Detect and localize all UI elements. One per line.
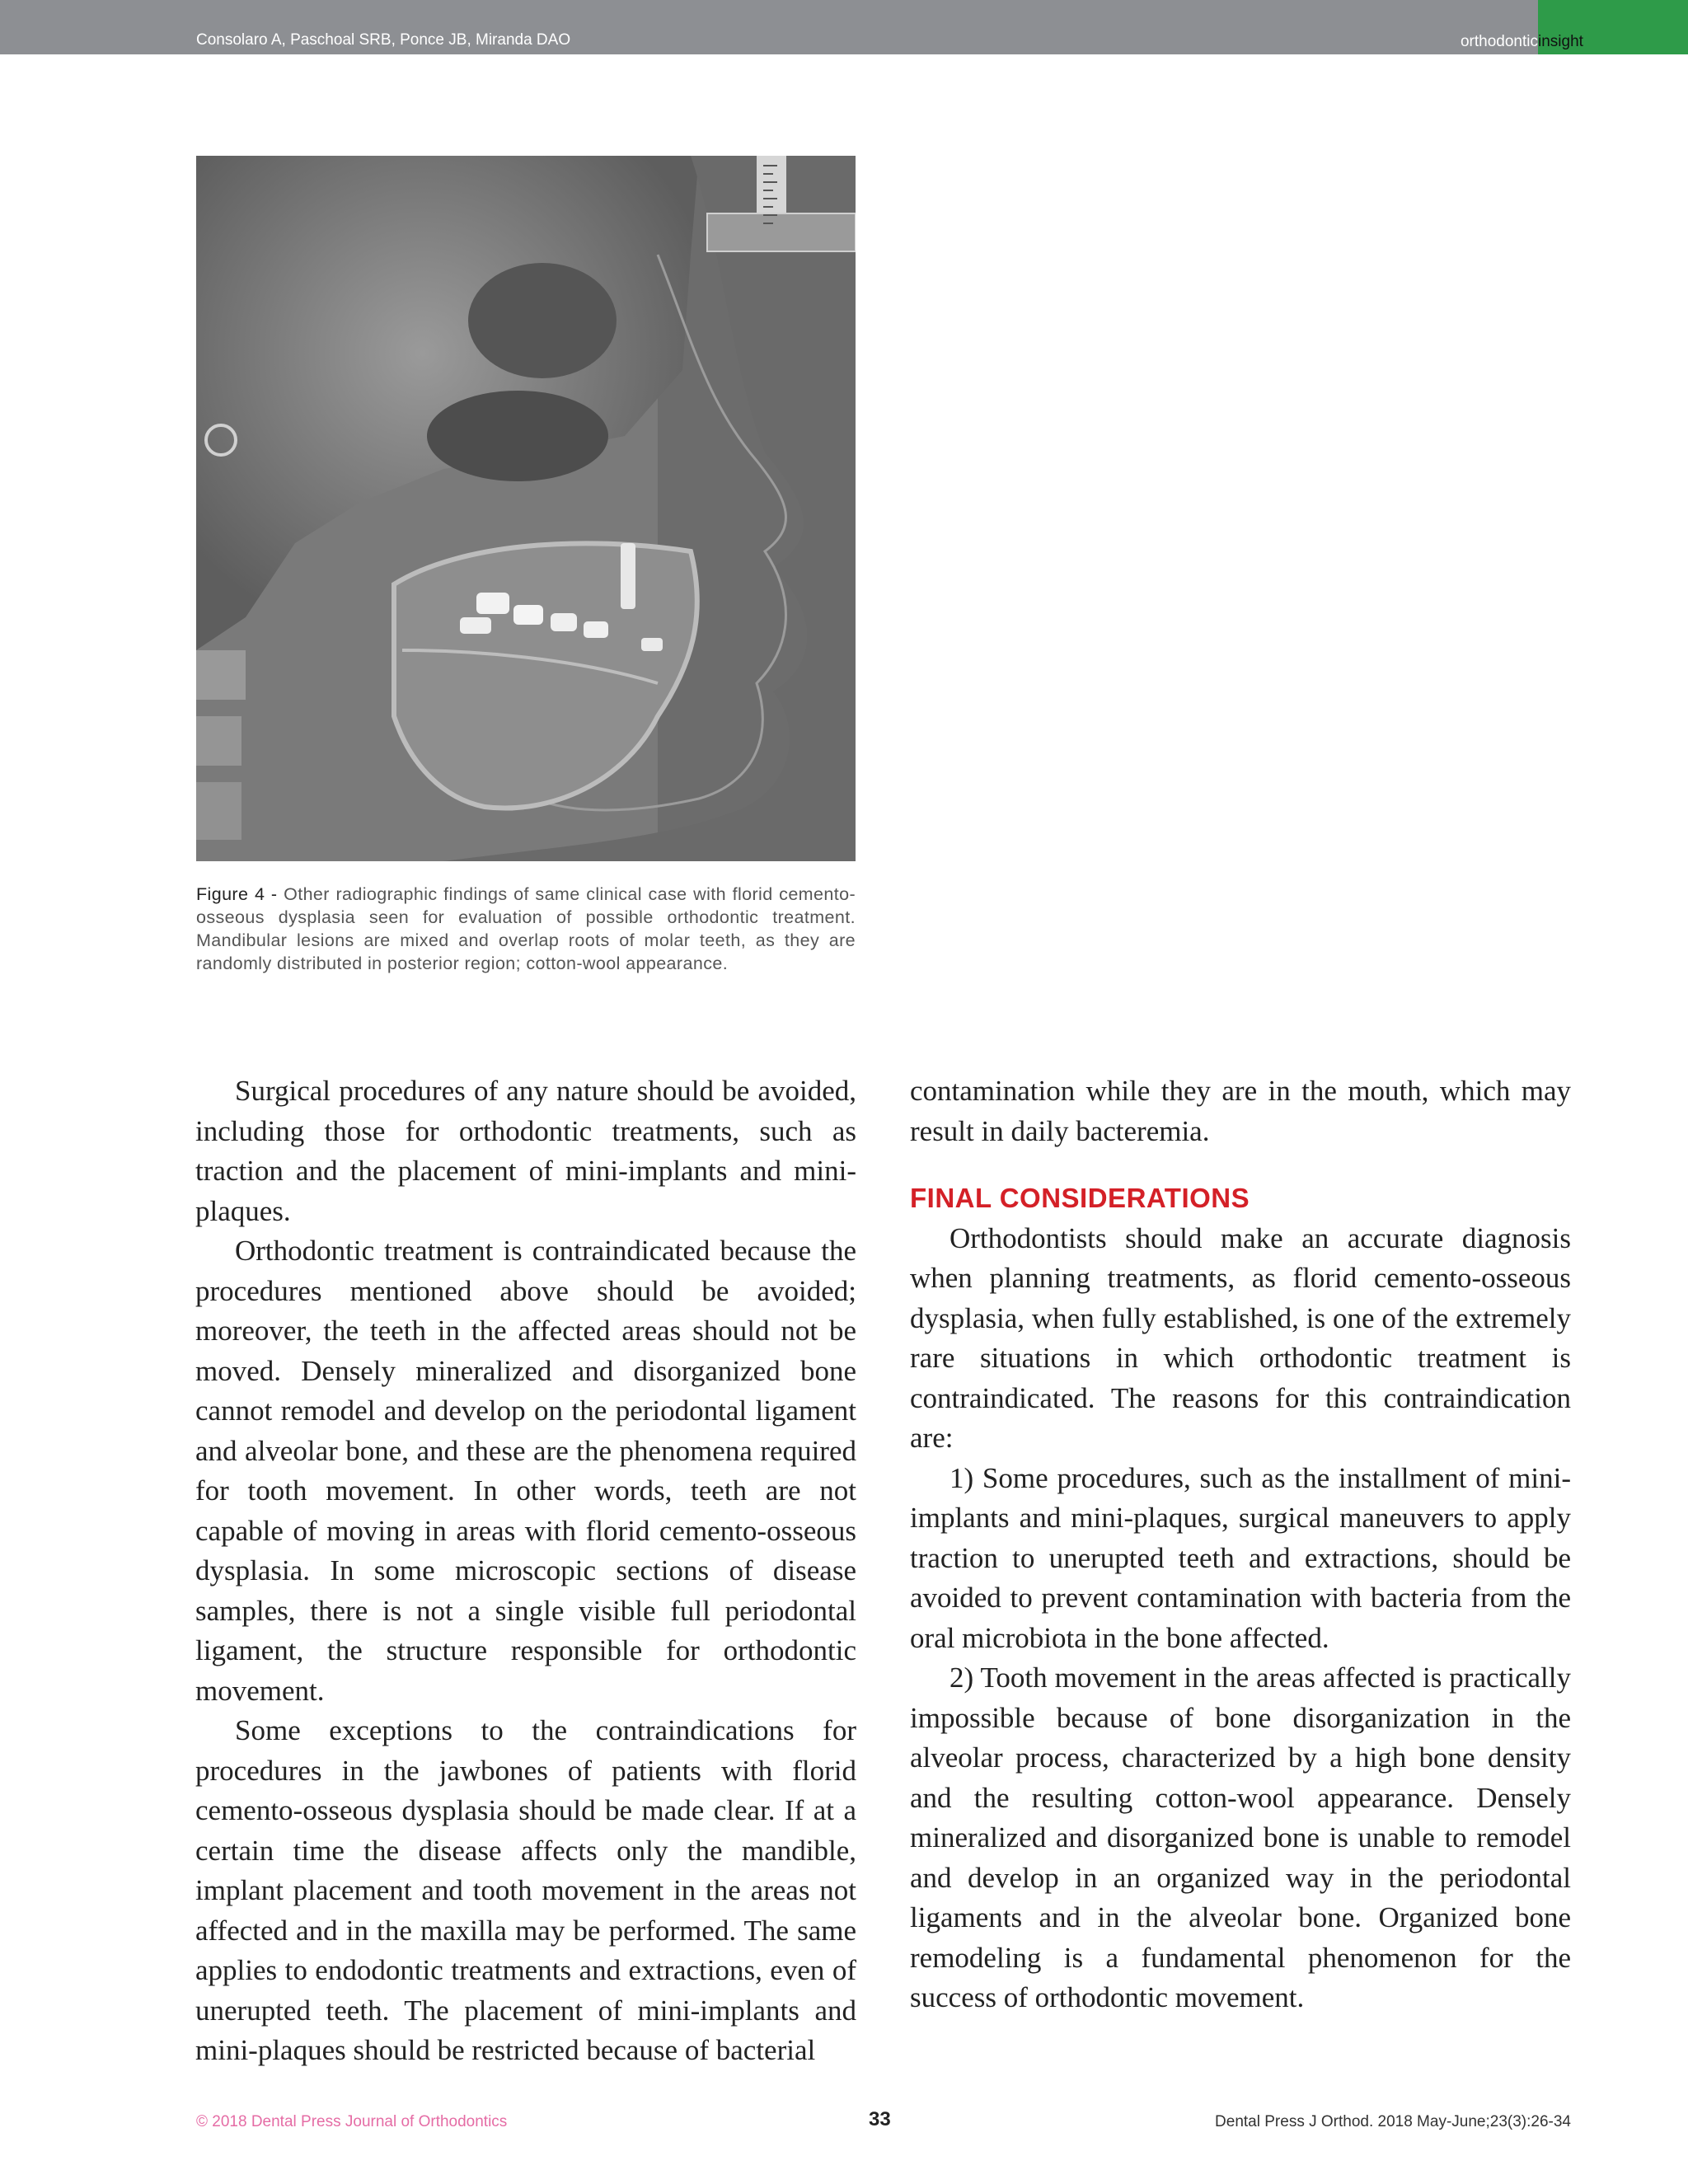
body-paragraph-continued: contamination while they are in the mouth, which may result in daily bacteremia. [910, 1075, 1571, 1147]
body-column-left [195, 1071, 856, 2071]
page-number: 33 [869, 2108, 891, 2130]
cephalometric-radiograph-image [196, 156, 856, 861]
body-paragraph: Some exceptions to the contraindications for procedures in the jawbones of patients with florid cemento-osseous dysplasia should be made clear. If at a certain time the disease affects only the mandible, implant placement and tooth movement in the areas not affected and in the maxilla may be performed. The same applies to endodontic treatments and extractions, even of unerupted teeth. The placement of mini-implants and mini-plaques should be restricted because of bacterial [195, 1714, 856, 2066]
footer-citation: Dental Press J Orthod. 2018 May-June;23(3):26-34 [1215, 2113, 1571, 2130]
body-paragraph: Orthodontic treatment is contraindicated because the procedures mentioned above should be avoided; moreover, the teeth in the affected areas should not be moved. Densely mineralized and disorganized bone cannot remodel and develop on the periodontal ligament and alveolar bone, and these are the phenomena required for tooth movement. In other words, teeth are not capable of moving in areas with florid cemento-osseous dysplasia. In some microscopic sections of disease samples, there is not a single visible full periodontal ligament, the structure responsible for orthodontic movement. [195, 1235, 856, 1707]
body-paragraph: Surgical procedures of any nature should be avoided, including those for orthodontic treatments, such as traction and the placement of mini-implants and mini-plaques. [195, 1075, 856, 1227]
section-word: orthodontic [1460, 33, 1538, 50]
figure-label: Figure 4 - [196, 884, 278, 904]
body-column-right [910, 1071, 1571, 2018]
body-paragraph: Orthodontists should make an accurate diagnosis when planning treatments, as florid cemento-osseous dysplasia, when fully established, is one of the extremely rare situations in which orthodontic treatment is contraindicated. The reasons for this contraindication are: [910, 1221, 1571, 1454]
running-header [0, 0, 1688, 54]
body-paragraph: 2) Tooth movement in the areas affected is practically impossible because of bone disorganization in the alveolar process, characterized by a high bone density and the resulting cotton-wool appearance. Densely mineralized and disorganized bone is unable to remodel and develop in an organized way in the periodontal ligaments and in the alveolar bone. Organized bone remodeling is a fundamental phenomenon for the success of orthodontic movement. [910, 1661, 1571, 2013]
footer-copyright: © 2018 Dental Press Journal of Orthodontics [196, 2113, 508, 2130]
body-paragraph: 1) Some procedures, such as the installment of mini-implants and mini-plaques, surgical maneuvers to apply traction to unerupted teeth and extractions, should be avoided to prevent contamination with bacteria from the oral microbiota in the bone affected. [910, 1461, 1571, 1654]
radiograph-figure [196, 156, 856, 861]
section-label [1460, 0, 1688, 54]
section-tab [1538, 0, 1688, 54]
figure-caption [196, 883, 856, 975]
header-authors: Consolaro A, Paschoal SRB, Ponce JB, Miranda DAO [196, 31, 571, 49]
section-heading: FINAL CONSIDERATIONS [910, 1183, 1250, 1213]
section-tab-label: insight [1538, 33, 1583, 50]
figure-caption-text: Other radiographic findings of same clinical case with florid cemento-osseous dysplasia seen for evaluation of possible orthodontic treatment. Mandibular lesions are mixed and overlap roots of molar teeth, as they are randomly distributed in posterior region; cotton-wool appearance. [196, 884, 856, 973]
